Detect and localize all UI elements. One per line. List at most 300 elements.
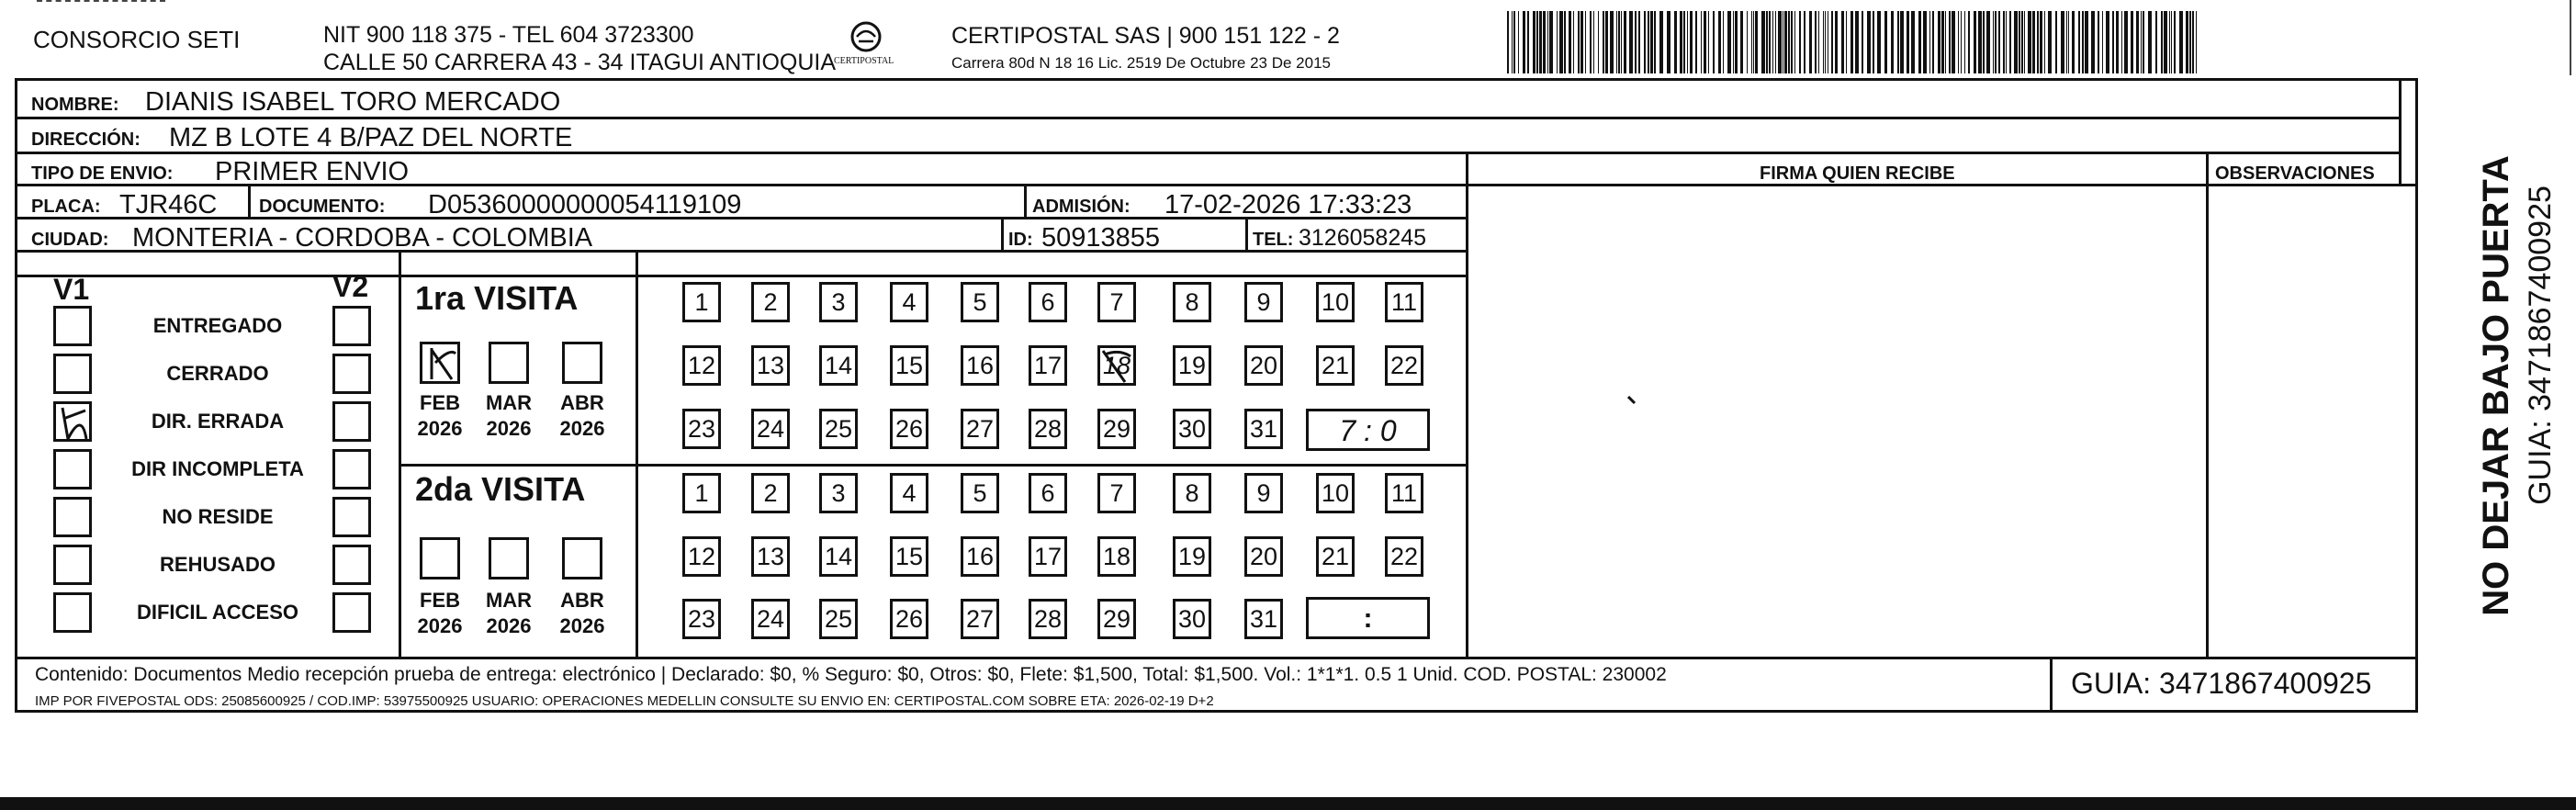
- barcode-bar: [2131, 11, 2133, 73]
- reason-dir-incompleta: DIR INCOMPLETA: [131, 457, 304, 480]
- barcode-bar: [1897, 11, 1899, 73]
- pen-dot-icon: [1627, 396, 1637, 405]
- barcode-bar: [1862, 11, 1863, 73]
- barcode-bar: [1983, 11, 1985, 73]
- first-visit-day-26-box[interactable]: 26: [890, 409, 928, 449]
- barcode-bar: [2072, 11, 2075, 73]
- barcode-bar: [1998, 11, 2000, 73]
- barcode-bar: [1580, 11, 1583, 73]
- barcode-bar: [2055, 11, 2057, 73]
- barcode-bar: [1778, 11, 1782, 73]
- tipo-envio-label: TIPO DE ENVIO:: [31, 163, 174, 184]
- second-visit-day-24-box[interactable]: 24: [751, 599, 790, 639]
- documento-label: DOCUMENTO:: [259, 197, 386, 217]
- barcode-bar: [2028, 11, 2031, 73]
- barcode-bar: [1986, 11, 1990, 73]
- nombre-label: NOMBRE:: [31, 95, 119, 115]
- barcode-bar: [1964, 11, 1965, 73]
- v1-dificil-acceso-checkbox[interactable]: [53, 592, 92, 633]
- barcode-bar: [2112, 11, 2114, 73]
- second-visit-day-16-box[interactable]: 16: [961, 536, 999, 577]
- nit-line: NIT 900 118 375 - TEL 604 3723300: [323, 22, 694, 48]
- barcode-bar: [1674, 11, 1677, 73]
- barcode-bar: [1804, 11, 1805, 73]
- v2-dir-errada-checkbox[interactable]: [332, 401, 371, 442]
- first-visit-day-29-box[interactable]: 29: [1097, 409, 1136, 449]
- barcode-bar: [2091, 11, 2095, 73]
- first-visit-time-box[interactable]: [1306, 409, 1430, 451]
- second-visit-day-29-box[interactable]: 29: [1097, 599, 1136, 639]
- admision-label: ADMISIÓN:: [1032, 197, 1131, 217]
- observaciones-header: OBSERVACIONES: [2215, 163, 2375, 184]
- second-visit-day-4-box[interactable]: 4: [890, 473, 928, 513]
- second-visit-day-9-box[interactable]: 9: [1244, 473, 1283, 513]
- first-visit-day-16-box[interactable]: 16: [961, 345, 999, 386]
- barcode-bar: [2037, 11, 2039, 73]
- firma-header: FIRMA QUIEN RECIBE: [1760, 163, 1955, 184]
- second-visit-day-22-box[interactable]: 22: [1385, 536, 1423, 577]
- v1-entregado-checkbox[interactable]: [53, 306, 92, 346]
- barcode-bar: [2078, 11, 2080, 73]
- barcode-bar: [1974, 11, 1976, 73]
- second-visit-day-15-box[interactable]: 15: [890, 536, 928, 577]
- barcode-bar: [1543, 11, 1546, 73]
- barcode-bar: [1932, 11, 1934, 73]
- barcode-bar: [1610, 11, 1614, 73]
- barcode-bar: [1900, 11, 1904, 73]
- barcode-bar: [1593, 11, 1594, 73]
- barcode-bar: [1958, 11, 1959, 73]
- barcode-bar: [1547, 11, 1548, 73]
- barcode-bar: [2032, 11, 2035, 73]
- second-visit-day-18-box[interactable]: 18: [1097, 536, 1136, 577]
- side-guia: GUIA: 3471867400925: [2523, 186, 2558, 505]
- barcode-bar: [1823, 11, 1824, 73]
- barcode-bar: [1945, 11, 1946, 73]
- second-visit-day-13-box[interactable]: 13: [751, 536, 790, 577]
- month-name: FEB: [420, 589, 460, 612]
- second-visit-day-3-box[interactable]: 3: [819, 473, 858, 513]
- barcode-bar: [1918, 11, 1921, 73]
- handwritten-mark-icon: [56, 404, 93, 443]
- first-visit-day-9-box[interactable]: 9: [1244, 282, 1283, 322]
- barcode-bar: [1873, 11, 1874, 73]
- v2-rehusado-checkbox[interactable]: [332, 545, 371, 585]
- barcode: [1503, 11, 2206, 73]
- barcode-bar: [1884, 11, 1887, 73]
- barcode-bar: [1961, 11, 1962, 73]
- first-visit-day-20-box[interactable]: 20: [1244, 345, 1283, 386]
- barcode-bar: [1539, 11, 1542, 73]
- reason-rehusado: REHUSADO: [160, 553, 276, 576]
- barcode-bar: [1518, 11, 1519, 73]
- barcode-bar: [1564, 11, 1566, 73]
- barcode-bar: [2106, 11, 2109, 73]
- month-year: 2026: [559, 614, 605, 637]
- barcode-bar: [2171, 11, 2172, 73]
- handwritten-mark-icon: [422, 344, 461, 385]
- barcode-bar: [1855, 11, 1859, 73]
- tel-label: TEL:: [1253, 230, 1294, 250]
- barcode-bar: [1799, 11, 1801, 73]
- barcode-bar: [2124, 11, 2128, 73]
- barcode-bar: [1835, 11, 1838, 73]
- barcode-bar: [2192, 11, 2194, 73]
- barcode-bar: [1713, 11, 1715, 73]
- second-visit-day-8-box[interactable]: 8: [1173, 473, 1211, 513]
- barcode-bar: [2169, 11, 2170, 73]
- month-name: MAR: [485, 589, 533, 612]
- barcode-bar: [1598, 11, 1599, 73]
- barcode-bar: [2174, 11, 2176, 73]
- barcode-bar: [2141, 11, 2142, 73]
- certipostal-logo: [828, 20, 904, 73]
- barcode-bar: [1648, 11, 1649, 73]
- barcode-bar: [1690, 11, 1693, 73]
- first-visit-day-24-box[interactable]: 24: [751, 409, 790, 449]
- first-visit-day-12-box[interactable]: 12: [682, 345, 721, 386]
- barcode-bar: [1621, 11, 1622, 73]
- barcode-bar: [1766, 11, 1768, 73]
- barcode-bar: [1513, 11, 1515, 73]
- second-visit-mar-checkbox[interactable]: [489, 537, 529, 579]
- first-visit-day-28-box[interactable]: 28: [1029, 409, 1067, 449]
- reason-entregado: ENTREGADO: [152, 314, 283, 337]
- barcode-bar: [1891, 11, 1894, 73]
- month-name: ABR: [560, 589, 604, 612]
- barcode-bar: [1650, 11, 1653, 73]
- pen-mark: [1627, 393, 1637, 402]
- barcode-bar: [1949, 11, 1951, 73]
- first-visit-day-8-box[interactable]: 8: [1173, 282, 1211, 322]
- barcode-bar: [1784, 11, 1787, 73]
- second-mar-label: [477, 588, 541, 639]
- first-visit-time: 7 : 0: [1339, 414, 1397, 447]
- first-visit-day-3-box[interactable]: 3: [819, 282, 858, 322]
- barcode-bar: [2098, 11, 2099, 73]
- second-visit-day-7-box[interactable]: 7: [1097, 473, 1136, 513]
- tel-value: 3126058245: [1299, 225, 1427, 251]
- barcode-bar: [1968, 11, 1970, 73]
- barcode-bar: [2155, 11, 2157, 73]
- barcode-bar: [2161, 11, 2163, 73]
- barcode-bar: [1735, 11, 1738, 73]
- second-visit-time-box[interactable]: [1306, 597, 1430, 639]
- barcode-bar: [1708, 11, 1709, 73]
- second-feb-label: [408, 588, 472, 639]
- barcode-bar: [1718, 11, 1721, 73]
- nombre-value: DIANIS ISABEL TORO MERCADO: [145, 87, 561, 117]
- month-year: 2026: [417, 614, 463, 637]
- barcode-bar: [1557, 11, 1558, 73]
- v2-no-reside-checkbox[interactable]: [332, 497, 371, 537]
- first-visit-day-23-box[interactable]: 23: [682, 409, 721, 449]
- barcode-bar: [1733, 11, 1734, 73]
- barcode-bar: [1775, 11, 1776, 73]
- certipostal-name: CERTIPOSTAL SAS | 900 151 122 - 2: [951, 23, 1340, 49]
- first-visit-day-22-box[interactable]: 22: [1385, 345, 1423, 386]
- barcode-icon: [1503, 11, 2206, 73]
- barcode-bar: [1590, 11, 1592, 73]
- first-visit-day-15-box[interactable]: 15: [890, 345, 928, 386]
- barcode-bar: [2040, 11, 2042, 73]
- second-visit-day-12-box[interactable]: 12: [682, 536, 721, 577]
- barcode-bar: [1569, 11, 1571, 73]
- scan-top-mark: [37, 0, 165, 7]
- month-year: 2026: [417, 417, 463, 440]
- first-mar-label: [477, 390, 541, 442]
- barcode-bar: [2136, 11, 2139, 73]
- month-year: 2026: [559, 417, 605, 440]
- barcode-bar: [1740, 11, 1743, 73]
- barcode-bar: [1769, 11, 1771, 73]
- barcode-bar: [1929, 11, 1930, 73]
- barcode-bar: [2085, 11, 2088, 73]
- barcode-bar: [1809, 11, 1812, 73]
- barcode-bar: [1846, 11, 1847, 73]
- first-visit-day-31-box[interactable]: 31: [1244, 409, 1283, 449]
- barcode-bar: [2066, 11, 2067, 73]
- barcode-bar: [1585, 11, 1586, 73]
- barcode-bar: [1573, 11, 1574, 73]
- barcode-bar: [1507, 11, 1509, 73]
- barcode-bar: [2019, 11, 2020, 73]
- first-visit-day-25-box[interactable]: 25: [819, 409, 858, 449]
- barcode-bar: [1788, 11, 1790, 73]
- second-visit-day-30-box[interactable]: 30: [1173, 599, 1211, 639]
- footer-contenido: Contenido: Documentos Medio recepción prueba de entrega: electrónico | Declarado: $0, % Seguro: $0, Otros: $0, Flete: $1,500, Total: $1,500. Vol.: 1*1*1. 0.5 1 Unid. COD. POSTAL: 230002: [35, 664, 1667, 685]
- barcode-bar: [2121, 11, 2122, 73]
- barcode-bar: [1794, 11, 1795, 73]
- barcode-bar: [1831, 11, 1833, 73]
- first-visit-day-19-box[interactable]: 19: [1173, 345, 1211, 386]
- barcode-bar: [2048, 11, 2052, 73]
- barcode-bar: [1723, 11, 1724, 73]
- second-visit-day-14-box[interactable]: 14: [819, 536, 858, 577]
- barcode-bar: [1629, 11, 1633, 73]
- first-visit-day-30-box[interactable]: 30: [1173, 409, 1211, 449]
- second-visit-day-5-box[interactable]: 5: [961, 473, 999, 513]
- ciudad-label: CIUDAD:: [31, 230, 109, 250]
- ciudad-value: MONTERIA - CORDOBA - COLOMBIA: [132, 223, 593, 253]
- month-year: 2026: [486, 417, 532, 440]
- first-visit-feb-checkbox[interactable]: [420, 342, 460, 384]
- direccion-value: MZ B LOTE 4 B/PAZ DEL NORTE: [169, 123, 573, 152]
- barcode-bar: [2009, 11, 2011, 73]
- v2-dir-incompleta-checkbox[interactable]: [332, 449, 371, 489]
- barcode-bar: [1755, 11, 1758, 73]
- admision-value: 17-02-2026 17:33:23: [1164, 190, 1412, 219]
- barcode-bar: [1683, 11, 1685, 73]
- barcode-bar: [1751, 11, 1752, 73]
- barcode-bar: [1644, 11, 1646, 73]
- barcode-bar: [1867, 11, 1871, 73]
- v1-dir-errada-checkbox[interactable]: [53, 401, 92, 442]
- v2-entregado-checkbox[interactable]: [332, 306, 371, 346]
- reason-no-reside: NO RESIDE: [162, 505, 274, 528]
- first-visit-day-2-box[interactable]: 2: [751, 282, 790, 322]
- barcode-bar: [1993, 11, 1994, 73]
- month-name: ABR: [560, 391, 604, 414]
- barcode-bar: [1753, 11, 1754, 73]
- second-visit-day-26-box[interactable]: 26: [890, 599, 928, 639]
- handwritten-mark-icon: [1097, 345, 1136, 386]
- placa-label: PLACA:: [31, 197, 101, 217]
- barcode-bar: [1638, 11, 1640, 73]
- first-visit-day-27-box[interactable]: 27: [961, 409, 999, 449]
- barcode-bar: [1952, 11, 1955, 73]
- id-value: 50913855: [1041, 223, 1161, 253]
- second-visit-day-21-box[interactable]: 21: [1316, 536, 1355, 577]
- v2-cerrado-checkbox[interactable]: [332, 354, 371, 394]
- v1-rehusado-checkbox[interactable]: [53, 545, 92, 585]
- footer-imp: IMP POR FIVEPOSTAL ODS: 25085600925 / COD.IMP: 53975500925 USUARIO: OPERACIONES MEDELLIN CONSULTE SU ENVIO EN: CERTIPOSTAL.COM SOBRE ETA: 2026-02-19 D+2: [35, 693, 1214, 709]
- barcode-bar: [2006, 11, 2007, 73]
- first-visit-day-10-box[interactable]: 10: [1316, 282, 1355, 322]
- second-visit-day-31-box[interactable]: 31: [1244, 599, 1283, 639]
- documento-value: D05360000000054119109: [428, 190, 742, 219]
- barcode-bar: [1659, 11, 1663, 73]
- barcode-bar: [1687, 11, 1688, 73]
- first-visit-day-18-box[interactable]: 18: [1097, 345, 1136, 386]
- barcode-bar: [2179, 11, 2183, 73]
- barcode-bar: [2116, 11, 2119, 73]
- v1-cerrado-checkbox[interactable]: [53, 354, 92, 394]
- barcode-bar: [1512, 11, 1513, 73]
- second-visit-day-25-box[interactable]: 25: [819, 599, 858, 639]
- second-visit-day-23-box[interactable]: 23: [682, 599, 721, 639]
- first-feb-label: [408, 390, 472, 442]
- barcode-bar: [1761, 11, 1765, 73]
- barcode-bar: [1680, 11, 1682, 73]
- barcode-bar: [1727, 11, 1731, 73]
- v1-no-reside-checkbox[interactable]: [53, 497, 92, 537]
- second-visit-day-28-box[interactable]: 28: [1029, 599, 1067, 639]
- barcode-bar: [1618, 11, 1620, 73]
- first-visit-day-21-box[interactable]: 21: [1316, 345, 1355, 386]
- barcode-bar: [2164, 11, 2167, 73]
- barcode-bar: [2186, 11, 2188, 73]
- footer-guia: GUIA: 3471867400925: [2071, 667, 2372, 700]
- second-visit-day-2-box[interactable]: 2: [751, 473, 790, 513]
- barcode-bar: [1536, 11, 1538, 73]
- direccion-label: DIRECCIÓN:: [31, 129, 141, 150]
- first-visit-day-5-box[interactable]: 5: [961, 282, 999, 322]
- month-name: MAR: [485, 391, 533, 414]
- barcode-bar: [2102, 11, 2103, 73]
- barcode-bar: [2189, 11, 2191, 73]
- reason-cerrado: CERRADO: [166, 362, 269, 385]
- barcode-bar: [1603, 11, 1604, 73]
- barcode-bar: [1907, 11, 1909, 73]
- second-visit-day-27-box[interactable]: 27: [961, 599, 999, 639]
- first-visit-day-13-box[interactable]: 13: [751, 345, 790, 386]
- second-visit-day-11-box[interactable]: 11: [1385, 473, 1423, 513]
- barcode-bar: [1654, 11, 1656, 73]
- second-visit-feb-checkbox[interactable]: [420, 537, 460, 579]
- company-name: CONSORCIO SETI: [33, 26, 241, 53]
- scan-right-edge: [2570, 0, 2576, 75]
- barcode-bar: [1747, 11, 1748, 73]
- first-abr-label: [550, 390, 614, 442]
- barcode-bar: [1995, 11, 1997, 73]
- barcode-bar: [1923, 11, 1927, 73]
- v2-label: V2: [332, 270, 369, 303]
- barcode-bar: [1941, 11, 1944, 73]
- v1-dir-incompleta-checkbox[interactable]: [53, 449, 92, 489]
- second-visit-day-19-box[interactable]: 19: [1173, 536, 1211, 577]
- second-visit-day-17-box[interactable]: 17: [1029, 536, 1067, 577]
- first-visit-day-14-box[interactable]: 14: [819, 345, 858, 386]
- barcode-bar: [2024, 11, 2025, 73]
- second-visit-day-20-box[interactable]: 20: [1244, 536, 1283, 577]
- barcode-bar: [1559, 11, 1563, 73]
- barcode-bar: [2068, 11, 2069, 73]
- first-visit-day-1-box[interactable]: 1: [682, 282, 721, 322]
- second-visit-day-10-box[interactable]: 10: [1316, 473, 1355, 513]
- barcode-bar: [1523, 11, 1525, 73]
- barcode-bar: [1624, 11, 1626, 73]
- certipostal-detail: Carrera 80d N 18 16 Lic. 2519 De Octubre 23 De 2015: [951, 54, 1331, 72]
- barcode-bar: [1578, 11, 1580, 73]
- barcode-bar: [1877, 11, 1881, 73]
- barcode-bar: [1841, 11, 1844, 73]
- barcode-bar: [1667, 11, 1670, 73]
- month-name: FEB: [420, 391, 460, 414]
- v2-dificil-acceso-checkbox[interactable]: [332, 592, 371, 633]
- barcode-bar: [1616, 11, 1617, 73]
- second-visit-day-6-box[interactable]: 6: [1029, 473, 1067, 513]
- first-visit-day-17-box[interactable]: 17: [1029, 345, 1067, 386]
- first-visit-day-11-box[interactable]: 11: [1385, 282, 1423, 322]
- barcode-bar: [1605, 11, 1608, 73]
- barcode-bar: [1695, 11, 1697, 73]
- barcode-bar: [2003, 11, 2005, 73]
- second-visit-abr-checkbox[interactable]: [562, 537, 602, 579]
- barcode-bar: [1772, 11, 1773, 73]
- barcode-bar: [1978, 11, 1982, 73]
- first-visit-day-6-box[interactable]: 6: [1029, 282, 1067, 322]
- reason-dir-errada: DIR. ERRADA: [151, 410, 285, 433]
- second-visit-day-1-box[interactable]: 1: [682, 473, 721, 513]
- logo-text: CERTIPOSTAL: [834, 56, 894, 66]
- barcode-bar: [1701, 11, 1702, 73]
- side-warning: NO DEJAR BAJO PUERTA: [2476, 155, 2516, 616]
- month-year: 2026: [486, 614, 532, 637]
- barcode-bar: [2044, 11, 2045, 73]
- barcode-bar: [1938, 11, 1940, 73]
- first-visit-abr-checkbox[interactable]: [562, 342, 602, 384]
- first-visit-title: 1ra VISITA: [415, 279, 579, 317]
- barcode-bar: [1815, 11, 1817, 73]
- barcode-bar: [2082, 11, 2084, 73]
- scan-bottom-edge: [0, 797, 2576, 810]
- barcode-bar: [1533, 11, 1535, 73]
- first-visit-mar-checkbox[interactable]: [489, 342, 529, 384]
- barcode-bar: [1549, 11, 1553, 73]
- first-visit-day-4-box[interactable]: 4: [890, 282, 928, 322]
- reason-dificil-acceso: DIFICIL ACCESO: [136, 601, 298, 624]
- barcode-bar: [2143, 11, 2144, 73]
- first-visit-day-7-box[interactable]: 7: [1097, 282, 1136, 322]
- barcode-bar: [1850, 11, 1853, 73]
- barcode-bar: [1791, 11, 1793, 73]
- barcode-bar: [1825, 11, 1826, 73]
- barcode-bar: [2196, 11, 2197, 73]
- barcode-bar: [1527, 11, 1529, 73]
- barcode-bar: [2148, 11, 2152, 73]
- address-line: CALLE 50 CARRERA 43 - 34 ITAGUI ANTIOQUIA: [323, 50, 837, 75]
